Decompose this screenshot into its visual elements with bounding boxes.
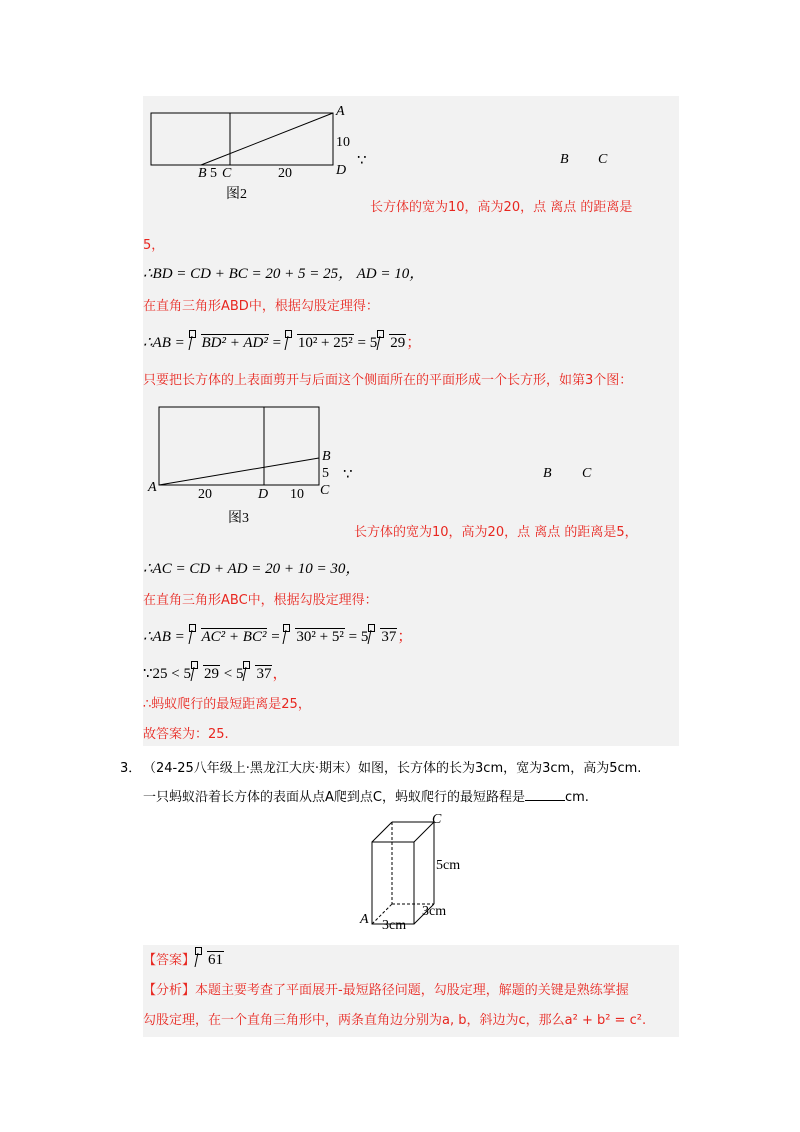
fig3-right-C: C (582, 466, 592, 481)
sqrt-icon (285, 334, 354, 352)
since-symbol-2: ∵ (343, 465, 353, 483)
fig3-label-C: C (320, 483, 330, 498)
eq-ab-1-mid2: = 5 (357, 335, 378, 351)
comparison (143, 665, 288, 683)
eq-ab-2-radicand1: AC² + BC² (201, 629, 267, 645)
fig3-label-10: 10 (290, 487, 304, 502)
cuboid-height: 5cm (436, 858, 461, 873)
fig3-label-20: 20 (198, 487, 212, 502)
question-3-text-2a: 一只蚂蚁沿着长方体的表面从点A爬到点C，蚂蚁爬行的最短路程是 (143, 790, 525, 805)
eq-ab-2-radicand3: 37 (381, 629, 397, 645)
fig3-label-D: D (258, 487, 269, 502)
sqrt-icon (377, 334, 406, 352)
analysis-tag: 【分析】 (143, 983, 196, 998)
comparison-mid: < 5 (223, 666, 244, 682)
fig2-label-A: A (336, 104, 345, 119)
eq-bd: ∴BD = CD + BC = 20 + 5 = 25， AD = 10， (143, 266, 425, 282)
analysis-text-2: 勾股定理，在一个直角三角形中，两条直角边分别为a, b，斜边为c，那么a² + b² = c². (143, 1013, 647, 1028)
fig2-right-B: B (560, 152, 569, 167)
fig2-label-20: 20 (278, 166, 292, 181)
eq-ab-1-radicand3: 29 (390, 335, 406, 351)
fig3-label-B: B (322, 449, 331, 464)
eq-ab-2-pre: ∴AB = (143, 629, 185, 645)
comparison-radicand2: 37 (256, 666, 272, 682)
fig2-label-B: B (198, 166, 207, 181)
rt-triangle-abd: 在直角三角形ABD中，根据勾股定理得： (143, 299, 379, 314)
eq-ab-1-post: ； (406, 335, 422, 351)
fig2-caption: 图2 (226, 187, 247, 202)
solution-line-3: 长方体的宽为10，高为20，点 离点 的距离是5， (354, 525, 638, 540)
eq-ab-1-pre: ∴AB = (143, 335, 185, 351)
fig2-label-C: C (222, 166, 232, 181)
eq-ab-2-mid2: = 5 (348, 629, 369, 645)
eq-ab-2-mid: = (271, 629, 280, 645)
answer-tag: 【答案】 (143, 953, 196, 968)
fig2-right-C: C (598, 152, 608, 167)
cuboid-label-C: C (432, 812, 442, 827)
answer-row (143, 951, 224, 970)
sqrt-icon (189, 628, 268, 646)
eq-ab-2 (143, 628, 412, 646)
eq-ab-2-radicand2: 30² + 5² (296, 629, 344, 645)
comparison-radicand1: 29 (204, 666, 220, 682)
eq-ab-1-mid: = (272, 335, 282, 351)
cuboid-label-A: A (360, 912, 369, 927)
sqrt-icon (243, 665, 272, 683)
comparison-pre: ∵25 < 5 (143, 666, 192, 682)
answer-blank (525, 788, 565, 801)
eq-ac: ∴AC = CD + AD = 20 + 10 = 30， (143, 561, 361, 577)
eq-ab-1-radicand1: BD² + AD² (201, 335, 268, 351)
figure-2-diagram (143, 100, 358, 200)
fig3-caption: 图3 (228, 511, 249, 526)
figure-3-diagram (143, 400, 343, 500)
fig3-right-B: B (543, 466, 552, 481)
sqrt-icon (191, 665, 220, 683)
sqrt-icon (195, 951, 224, 969)
eq-ab-2-post: ； (397, 629, 413, 645)
rt-triangle-abc: 在直角三角形ABC中，根据勾股定理得： (143, 593, 378, 608)
question-3-text-1: （24-25八年级上·黑龙江大庆·期末）如图，长方体的长为3cm，宽为3cm，高为5cm. (143, 761, 642, 776)
fig2-label-D: D (336, 163, 347, 178)
sqrt-icon (283, 628, 344, 646)
solution-line-1b: 5， (143, 238, 165, 253)
fig2-label-5: 5 (210, 166, 217, 181)
answer-line: 故答案为：25. (143, 727, 229, 742)
cuboid-length: 3cm (382, 918, 407, 933)
analysis-text-1: 本题主要考查了平面展开-最短路径问题，勾股定理，解题的关键是熟练掌握 (195, 983, 629, 998)
comparison-post: ， (272, 666, 288, 682)
fig3-label-5: 5 (322, 466, 329, 481)
eq-ab-1-radicand2: 10² + 25² (297, 335, 353, 351)
cuboid-width: 3cm (422, 904, 447, 919)
question-3-text-2b: cm. (564, 790, 589, 805)
fig2-label-10: 10 (336, 135, 350, 150)
sqrt-icon (368, 628, 397, 646)
eq-ab-1 (143, 334, 421, 352)
solution-line-1: 长方体的宽为10，高为20，点 离点 的距离是 (370, 200, 633, 215)
question-3-text-2 (143, 788, 589, 807)
answer-value: 61 (208, 952, 224, 968)
analysis-row-1 (143, 982, 629, 1000)
conclusion: ∴蚂蚁爬行的最短距离是25， (143, 697, 311, 712)
fig3-label-A: A (148, 480, 157, 495)
question-3-number: 3． (120, 761, 142, 776)
sqrt-icon (189, 334, 269, 352)
since-symbol-1: ∵ (357, 151, 367, 169)
cut-instruction: 只要把长方体的上表面剪开与后面这个侧面所在的平面形成一个长方形，如第3个图： (143, 373, 633, 388)
